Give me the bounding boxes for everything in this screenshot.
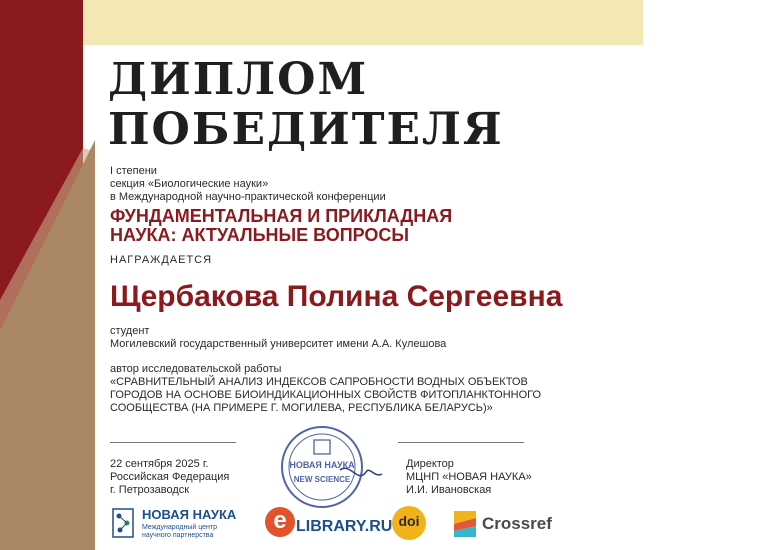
work-title xyxy=(110,376,541,415)
conference-name-line1: ФУНДАМЕНТАЛЬНАЯ И ПРИКЛАДНАЯ xyxy=(110,206,453,226)
issue-country: Российская Федерация xyxy=(110,471,230,483)
director-name: И.И. Ивановская xyxy=(406,484,492,496)
nauka-logo-subtitle xyxy=(142,524,217,540)
doi-logo xyxy=(392,506,426,540)
recipient-institution: Могилевский государственный университет имени А.А. Кулешова xyxy=(110,338,447,350)
stamp-emblem-icon xyxy=(314,440,330,454)
section-text: секция «Биологические науки» xyxy=(110,178,269,190)
director-org: МЦНП «НОВАЯ НАУКА» xyxy=(406,471,532,483)
footer-right xyxy=(406,458,532,497)
conference-name xyxy=(110,207,452,245)
issue-date: 22 сентября 2025 г. xyxy=(110,458,209,470)
work-label: автор исследовательской работы xyxy=(110,363,282,375)
left-decoration xyxy=(0,0,110,550)
diploma-title-line1: ДИПЛОМ xyxy=(108,54,369,105)
crossref-text: Crossref xyxy=(482,514,552,533)
recipient-role: студент xyxy=(110,325,150,337)
work-title-line: СООБЩЕСТВА (НА ПРИМЕРЕ Г. МОГИЛЕВА, РЕСПУБЛИКА БЕЛАРУСЬ)» xyxy=(110,402,493,414)
diploma-title-line2: ПОБЕДИТЕЛЯ xyxy=(108,104,504,155)
issue-city: г. Петрозаводск xyxy=(110,484,190,496)
elibrary-text: LIBRARY.RU xyxy=(296,518,393,535)
stamp-text-bottom: NEW SCIENCE xyxy=(293,475,351,484)
official-stamp xyxy=(270,422,390,512)
recipient-name: Щербакова Полина Сергеевна xyxy=(110,280,563,313)
doi-text: doi xyxy=(398,513,420,529)
nauka-logo xyxy=(110,503,250,543)
awarded-label: НАГРАЖДАЕТСЯ xyxy=(110,254,213,266)
crossref-logo xyxy=(452,507,562,541)
stamp-text-top: НОВАЯ НАУКА xyxy=(289,460,355,470)
signature-line-right xyxy=(398,442,524,443)
top-bar xyxy=(83,0,643,45)
nauka-logo-sub2: научного партнерства xyxy=(142,532,214,539)
footer-left xyxy=(110,458,229,497)
elibrary-logo xyxy=(265,507,395,543)
degree-text: I степени xyxy=(110,165,157,177)
work-title-line: ГОРОДОВ НА ОСНОВЕ БИОИНДИКАЦИОННЫХ СВОЙСТВ ФИТОПЛАНКТОННОГО xyxy=(110,389,542,401)
crossref-icon xyxy=(452,509,478,539)
work-title-line: «СРАВНИТЕЛЬНЫЙ АНАЛИЗ ИНДЕКСОВ САПРОБНОСТИ ВОДНЫХ ОБЪЕКТОВ xyxy=(110,376,528,388)
signature-line-left xyxy=(110,442,236,443)
conference-name-line2: НАУКА: АКТУАЛЬНЫЕ ВОПРОСЫ xyxy=(110,225,410,245)
nauka-logo-icon xyxy=(110,507,136,539)
conference-prefix: в Международной научно-практической конференции xyxy=(110,191,386,203)
director-title: Директор xyxy=(406,458,454,470)
elibrary-mark-icon: e xyxy=(265,507,295,537)
nauka-logo-sub1: Международный центр xyxy=(142,524,218,531)
nauka-logo-title: НОВАЯ НАУКА xyxy=(142,507,237,522)
